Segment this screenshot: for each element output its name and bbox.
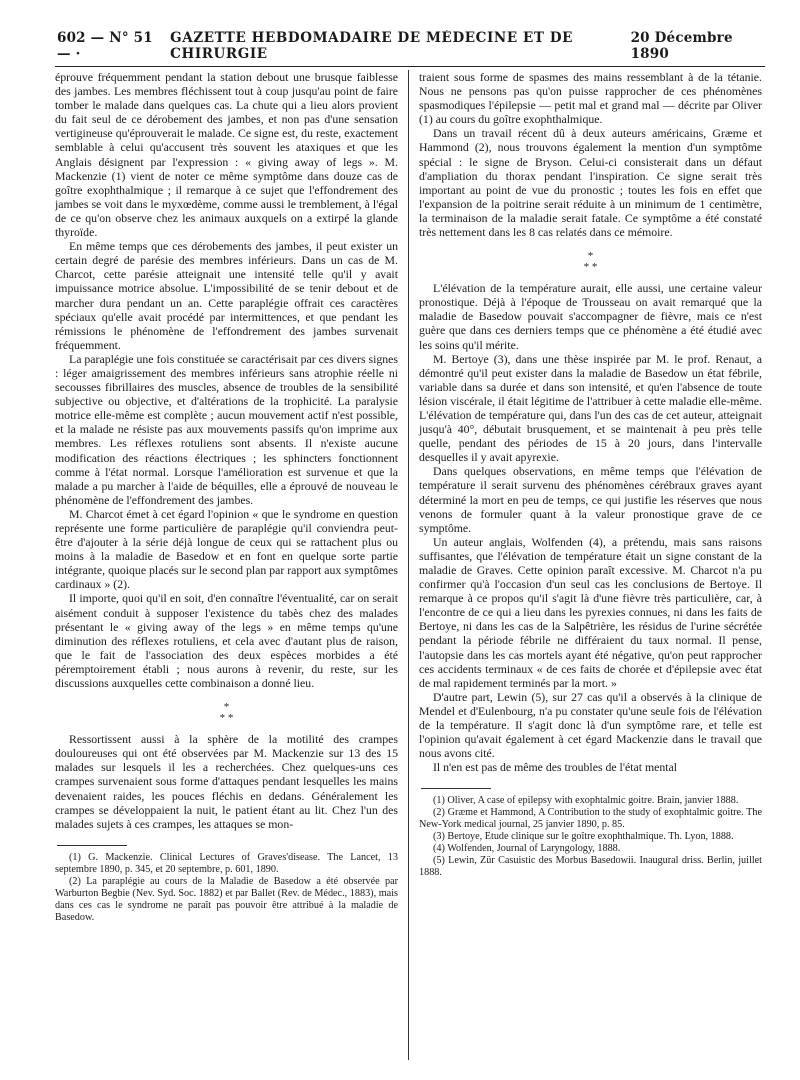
- paragraph: L'élévation de la température aurait, elle aussi, une certaine valeur pronostique. Déjà à l'époque de Trousseau on avait remarqué que la maladie de Basedow pouvait s'accompagner de fièvre, mais ce n'est guère que dans ces derniers temps que ce phénomène a été étudié avec les soins qu'il mérite.: [419, 281, 762, 352]
- footnote: (1) G. Mackenzie. Clinical Lectures of Graves'disease. The Lancet, 13 septembre 1890, p. 345, et 20 septembre, p. 601, 1890.: [55, 851, 398, 875]
- paragraph: La paraplégie une fois constituée se caractérisait par ces divers signes : léger amaigrissement des membres inférieurs sans atrophie réelle ni secousses fibrillaires des muscles, absence de troubles de la sensibilité subjective ou objective, et d'altérations de la trophicité. La paralysie motrice elle-même est complète ; aucun mouvement actif n'est possible, et la malade ne résiste pas aux mouvements passifs qu'on imprime aux membres. Les réflexes rotuliens sont absents. Il n'existe aucune modification des réactions électriques ; les sphincters fonctionnent comme à l'état normal. Lorsque l'amélioration est survenue et que la malade a pu marcher à l'aide de béquilles, elle a éprouvé de nouveau le phénomène de l'effondrement des jambes.: [55, 351, 398, 507]
- paragraph: M. Charcot émet à cet égard l'opinion « que le syndrome en question représente une forme particulière de paraplégie qu'il conviendra peut-être d'ajouter à la série déjà longue de ceux qui se rattachent plus ou moins à la maladie de Basedow et en font en quelque sorte partie intégrante, quoique placés sur le second plan par rapport aux symptômes cardinaux » (2).: [55, 506, 398, 592]
- section-separator: [55, 702, 398, 724]
- footnote: (4) Wolfenden, Journal of Laryngology, 1888.: [433, 843, 621, 855]
- section-separator: [419, 251, 762, 273]
- paragraph: Il importe, quoi qu'il en soit, d'en connaître l'éventualité, car on serait aisément conduit à supposer l'existence du tabès chez des malades présentant le « giving away of the legs » en même temps qu'une diminution des réflexes rotuliens, et cela avec d'autant plus de raison, que le fait de l'association des deux espèces morbides a été péremptoirement établi ; nous aurons à revenir, du reste, sur les discussions auxquelles cette combinaison a donné lieu.: [55, 591, 398, 691]
- paragraph: D'autre part, Lewin (5), sur 27 cas qu'il a observés à la clinique de Mendel et d'Eulenbourg, n'a pu constater qu'une seule fois de l'élévation de la température. Il s'agit donc là d'un symptôme rare, et telle est l'opinion qu'avait également à cet égard Mackenzie dans le travail que nous avons cité.: [419, 689, 762, 761]
- footnote-rule: [421, 788, 491, 789]
- page-number: 602 — N° 51 — ·: [57, 30, 153, 62]
- paragraph: Dans un travail récent dû à deux auteurs américains, Græme et Hammond (2), nous trouvons également la mention d'un symptôme spécial : le signe de Bryson. Celui-ci consisterait dans un défaut d'ampliation du thorax pendant l'inspiration. Ce signe serait très important au point de vue du pronostic ; toutes les fois en effet que l'expansion de la poitrine serait réduite à un minimum de 1 centimètre, la terminaison de la maladie serait fatale. Ce symptôme a été constaté très nettement dans les 8 cas relatés dans ce mémoire.: [419, 126, 762, 240]
- separator-star: *: [223, 701, 230, 714]
- running-header: [55, 30, 765, 66]
- issue-date: 20 Décembre 1890: [630, 30, 733, 62]
- paragraph: En même temps que ces dérobements des jambes, il peut exister un certain degré de parésie des membres inférieurs. Dans un cas de M. Charcot, cette parésie atteignait une intensité telle qu'il y avait impuissance motrice absolue. L'impossibilité de se tenir debout et de marcher dura pendant un an. Cette paraplégie offrait ces caractères spéciaux qu'elle avait procédé par intermittences, et que pendant les rémissions le phénomène de l'effondrement des jambes survenait fréquemment.: [55, 239, 398, 352]
- separator-star: *: [587, 250, 594, 263]
- right-column: [409, 70, 762, 1060]
- journal-title: GAZETTE HEBDOMADAIRE DE MÉDECINE ET DE CHIRURGIE: [170, 30, 574, 62]
- footnote: (3) Bertoye, Etude clinique sur le goître exophthalmique. Th. Lyon, 1888.: [433, 831, 734, 843]
- paragraph: éprouve fréquemment pendant la station debout une brusque faiblesse des jambes. Les membres fléchissent tout à coup jusqu'au point de faire tomber le malade dans quelques cas. La chute qui a lieu alors provient du fait seul de ce dérobement des jambes, et non pas d'une sensation vertigineuse qu'éprouverait le malade. Ce signe est, du reste, exactement semblable à celui qu'accusent très souvent les ataxiques et que les Anglais désignent par l'expression : « giving away of legs ». M. Mackenzie (1) vient de noter ce même symptôme dans douze cas de goître exophthalmique ; il remarque à ce sujet que l'effondrement des jambes se voit dans le myxœdème, comme aussi le tremblement, à l'égal de ce qu'on observe chez les animaux auxquels on a extirpé la glande thyroïde.: [55, 70, 398, 240]
- left-column: [55, 70, 408, 1060]
- separator-stars: * *: [583, 261, 598, 274]
- journal-page: [55, 30, 765, 1070]
- text-columns: [55, 70, 765, 1060]
- paragraph: Il n'en est pas de même des troubles de l'état mental: [433, 760, 678, 775]
- paragraph: traient sous forme de spasmes des mains ressemblant à de la tétanie. Nous ne pensons pas qu'on puisse rapprocher de ces phénomènes spasmodiques l'épilepsie — petit mal et grand mal — décrite par Oliver (1) au cours du goître exophthalmique.: [419, 70, 762, 127]
- footnote: (5) Lewin, Zür Casuistic des Morbus Basedowii. Inaugural driss. Berlin, juillet 1888.: [419, 855, 762, 879]
- paragraph: Ressortissent aussi à la sphère de la motilité des crampes douloureuses qui ont été observées par M. Mackenzie sur 13 des 15 malades sur lesquels il les a recherchées. Chez quelques-uns ces crampes survenaient sous forme d'attaques pendant lesquelles les mains devenaient raides, les pouces fléchis en dedans. Généralement les crampes se développaient la nuit, le patient étant au lit. Chez l'un des malades sujets à ces crampes, les attaques se mon-: [55, 732, 398, 831]
- paragraph: Dans quelques observations, en même temps que l'élévation de température il serait survenu des phénomènes cérébraux graves ayant déterminé la mort en peu de temps, ce qui justifie les réserves que nous venons de formuler quant à la valeur pronostique grave de ce symptôme.: [419, 464, 762, 535]
- footnote: (2) La paraplégie au cours de la Maladie de Basedow a été observée par Warburton Begbie (Nev. Syd. Soc. 1882) et par Ballet (Rev. de Médec., 1883), mais dans ces cas le syndrome ne paraît pas pouvoir être attribué à la maladie de Basedow.: [55, 875, 398, 923]
- footnote-rule: [57, 845, 127, 846]
- footnote: (2) Græme et Hammond, A Contribution to the study of exophtalmic goitre. The New-York medical journal, 25 janvier 1890, p. 85.: [419, 807, 762, 831]
- paragraph: Un auteur anglais, Wolfenden (4), a prétendu, mais sans raisons suffisantes, que l'élévation de température était un signe constant de la maladie de Graves. Cette opinion paraît excessive. M. Charcot n'a pu confirmer qu'à l'occasion d'un seul cas les conclusions de Bertoye. Il remarque à ce propos qu'il s'agit là d'une fièvre très particulière, car, à l'encontre de ce qui a lieu dans les pyrexies connues, ni dans les faits de Bertoye, ni dans les cas de la Salpêtrière, les résidus de l'urine sécrétée pendant la période fébrile ne différaient du taux normal. Il pense, l'autopsie dans les cas mortels ayant été négative, qu'on peut rapprocher ces accidents terminaux « de ces faits de chorée et d'épilepsie avec état de mal rapidement terminés par la mort. »: [419, 534, 762, 690]
- header-rule: [55, 66, 765, 67]
- paragraph: M. Bertoye (3), dans une thèse inspirée par M. le prof. Renaut, a démontré qu'il peut exister dans la maladie de Basedow un état fébrile, variable dans sa durée et dans son intensité, et qu'en l'absence de toute lésion viscérale, il était légitime de l'attribuer à cette maladie elle-même. L'élévation de température qui, dans l'un des cas de cet auteur, atteignait jusqu'à 40°, débutait brusquement, et se maintenait à peu près telle quelle, pendant des périodes de 15 à 20 jours, dans l'intervalle desquelles il y avait apyrexie.: [419, 351, 762, 465]
- separator-stars: * *: [219, 712, 234, 725]
- footnote: (1) Oliver, A case of epilepsy with exophtalmic goitre. Brain, janvier 1888.: [433, 795, 739, 807]
